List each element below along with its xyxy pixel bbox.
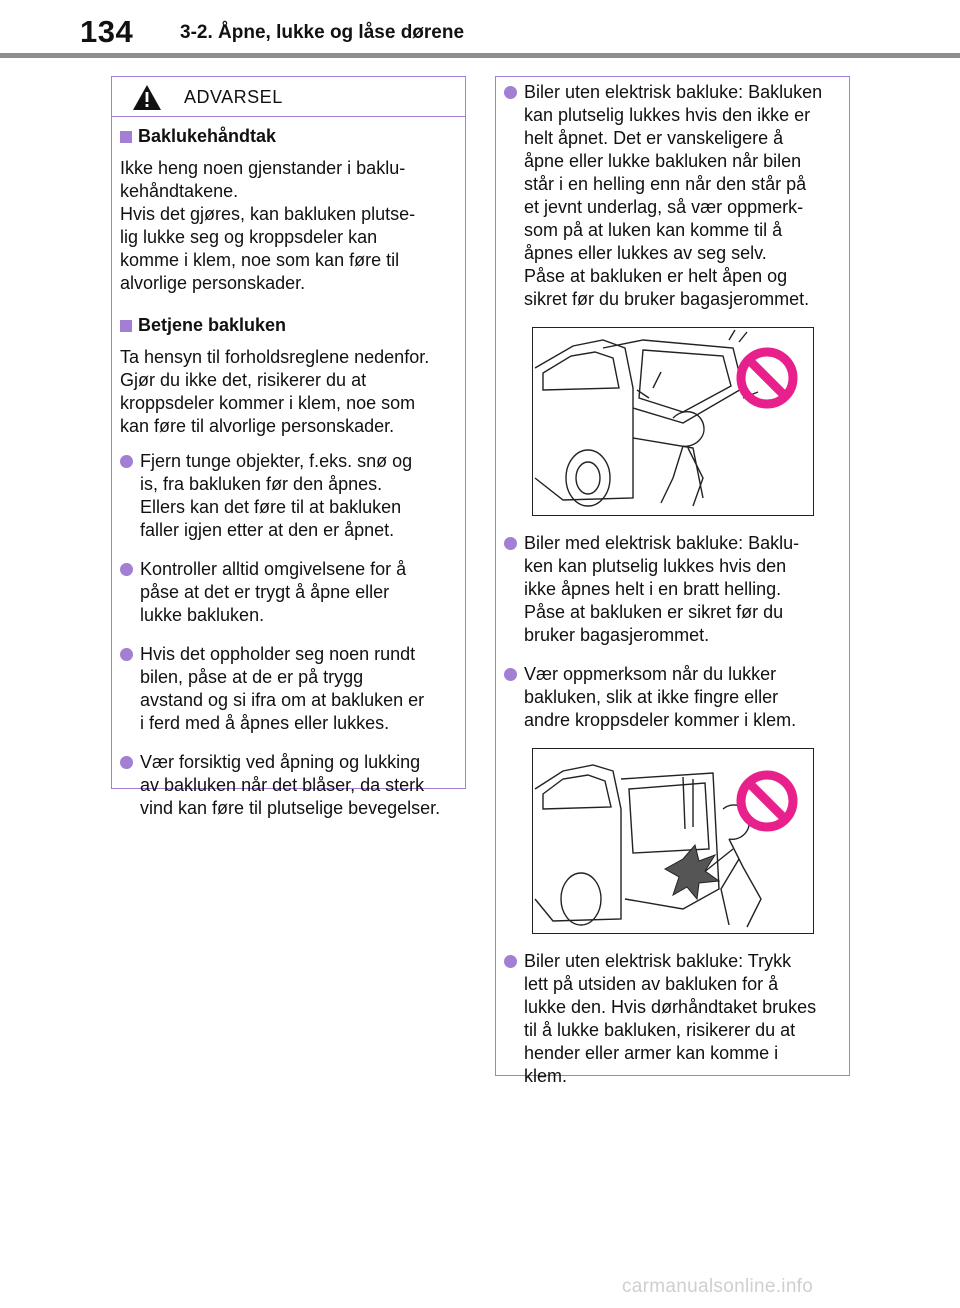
list-item-text: Biler uten elektrisk bakluke: Trykk lett på utsiden av bakluken for å lukke den. Hvis dørhåndtaket brukes til å lukke bakluken, risikerer du at hender eller armer kan komme i klem. [524, 951, 817, 1086]
list-item-text: Fjern tunge objekter, f.eks. snø og is, fra bakluken før den åpnes. Ellers kan det føre til at bakluken faller igjen etter at den er åpnet. [140, 451, 413, 540]
list-item-text: Biler uten elektrisk bakluke: Bakluken kan plutselig lukkes hvis den ikke er helt åpnet. Det er vanskeligere å åpne eller lukke bakluken når bilen står i en helling enn når den står på et jevnt underlag, så vær oppmerk- som på at luken kan komme til å åpnes eller lukkes av seg selv. Påse at bakluken er helt åpen og sikret før du bruker bagasjerommet. [524, 82, 823, 309]
page-header [0, 0, 960, 58]
warning-triangle-icon [132, 84, 162, 111]
list-item [120, 450, 453, 542]
header-rule [0, 53, 960, 58]
list-item [120, 643, 453, 735]
list-item-text: Hvis det oppholder seg noen rundt bilen, påse at de er på trygg avstand og si ifra om at bakluken er i ferd med å åpnes eller lukkes. [140, 644, 425, 733]
illustration-fingers-pinched [532, 748, 814, 934]
section-heading [120, 315, 453, 336]
list-item-text: Vær oppmerksom når du lukker bakluken, slik at ikke fingre eller andre kroppsdeler kommer i klem. [524, 664, 797, 730]
section-paragraph: Ikke heng noen gjenstander i baklu- kehåndtakene. Hvis det gjøres, kan bakluken plutse- lig lukke seg og kroppsdeler kan komme i klem, noe som kan føre til alvorlige personskader. [120, 158, 416, 293]
section-heading [120, 126, 453, 147]
square-bullet-icon [120, 131, 132, 143]
section-title: 3-2. Åpne, lukke og låse dørene [180, 22, 465, 43]
list-item [504, 532, 839, 647]
round-bullet-icon [120, 455, 133, 468]
square-bullet-icon [120, 320, 132, 332]
list-item [504, 950, 839, 1088]
list-item [120, 558, 453, 627]
round-bullet-icon [504, 955, 517, 968]
round-bullet-icon [120, 648, 133, 661]
round-bullet-icon [120, 563, 133, 576]
warning-content [112, 117, 465, 820]
round-bullet-icon [504, 537, 517, 550]
list-item-text: Biler med elektrisk bakluke: Baklu- ken kan plutselig lukkes hvis den ikke åpnes helt i en bratt helling. Påse at bakluken er sikret før du bruker bagasjerommet. [524, 533, 800, 645]
warning-box-left [111, 76, 466, 818]
round-bullet-icon [120, 756, 133, 769]
list-item [504, 81, 839, 311]
section-paragraph: Ta hensyn til forholdsreglene nedenfor. Gjør du ikke det, risikerer du at kroppsdeler kommer i klem, noe som kan føre til alvorlige personskader. [120, 347, 430, 436]
watermark: carmanualsonline.info [622, 1276, 814, 1297]
list-item [504, 663, 839, 732]
section-heading-label: Baklukehåndtak [138, 126, 277, 146]
illustration-tailgate-falling [532, 327, 814, 516]
list-item [120, 751, 453, 820]
prohibition-icon [735, 769, 799, 833]
page-number: 134 [80, 14, 134, 49]
list-item-text: Vær forsiktig ved åpning og lukking av bakluken når det blåser, da sterk vind kan føre til plutselige bevegelser. [140, 752, 441, 818]
warning-continuation [496, 77, 849, 1088]
list-item-text: Kontroller alltid omgivelsene for å påse at det er trygt å åpne eller lukke bakluken. [140, 559, 407, 625]
round-bullet-icon [504, 86, 517, 99]
round-bullet-icon [504, 668, 517, 681]
warning-title: ADVARSEL [184, 87, 283, 107]
section-heading-label: Betjene bakluken [138, 315, 287, 335]
warning-header [112, 77, 465, 117]
prohibition-icon [735, 346, 799, 410]
warning-box-right [495, 76, 850, 1086]
